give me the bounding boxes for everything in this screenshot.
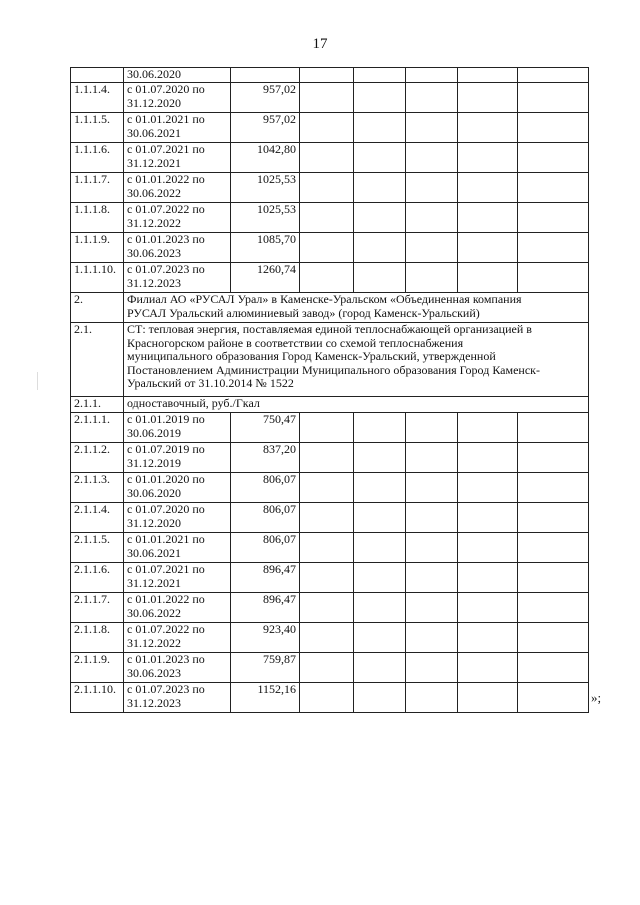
empty-cell [518, 593, 589, 623]
empty-cell [354, 503, 406, 533]
table-row [71, 68, 589, 83]
empty-cell [458, 473, 518, 503]
period-start: с 01.07.2022 по [127, 202, 205, 216]
section-title-line: Уральский от 31.10.2014 № 1522 [127, 376, 294, 390]
empty-cell [458, 203, 518, 233]
empty-cell [300, 143, 354, 173]
period-end: 30.06.2022 [127, 185, 181, 200]
item-number-cell: 1.1.1.9. [71, 233, 124, 263]
tariff-value-cell: 896,47 [231, 593, 300, 623]
empty-cell [300, 683, 354, 713]
table-row [71, 503, 589, 533]
period-end: 31.12.2021 [127, 155, 181, 170]
period-cell [124, 83, 231, 113]
empty-cell [406, 473, 458, 503]
period-end: 31.12.2021 [127, 575, 181, 590]
empty-cell [518, 413, 589, 443]
empty-cell [354, 533, 406, 563]
period-cell [124, 443, 231, 473]
section-title-line: Постановлением Администрации Муниципального образования Город Каменск- [127, 362, 540, 377]
tariff-value-cell: 957,02 [231, 113, 300, 143]
empty-cell [354, 443, 406, 473]
empty-cell [458, 113, 518, 143]
item-number-cell: 2.1.1.10. [71, 683, 124, 713]
empty-cell [406, 413, 458, 443]
empty-cell [354, 593, 406, 623]
empty-cell [300, 413, 354, 443]
period-end: 31.12.2022 [127, 635, 181, 650]
empty-cell [518, 83, 589, 113]
tariff-table [70, 67, 589, 713]
empty-cell [354, 83, 406, 113]
table-row [71, 533, 589, 563]
empty-cell [300, 443, 354, 473]
empty-cell [518, 533, 589, 563]
section-row-2 [71, 293, 589, 323]
empty-cell [518, 563, 589, 593]
empty-cell [518, 683, 589, 713]
table-row [71, 203, 589, 233]
period-end: 30.06.2020 [127, 485, 181, 500]
section-title-line: Филиал АО «РУСАЛ Урал» в Каменске-Уральском «Объединенная компания [127, 292, 522, 306]
period-cell [124, 653, 231, 683]
empty-cell [300, 83, 354, 113]
empty-cell [300, 233, 354, 263]
empty-cell [300, 593, 354, 623]
empty-cell [518, 443, 589, 473]
empty-cell [458, 173, 518, 203]
tariff-value-cell: 1260,74 [231, 263, 300, 293]
empty-cell [406, 593, 458, 623]
empty-cell [406, 83, 458, 113]
empty-cell [300, 68, 354, 83]
empty-cell [406, 503, 458, 533]
period-start: с 01.01.2022 по [127, 592, 205, 606]
empty-cell [300, 473, 354, 503]
period-start: с 01.07.2023 по [127, 682, 205, 696]
tariff-value-cell: 1025,53 [231, 173, 300, 203]
item-number-cell: 2.1.1.8. [71, 623, 124, 653]
empty-cell [518, 113, 589, 143]
tariff-value-cell: 1152,16 [231, 683, 300, 713]
page-number: 17 [312, 36, 328, 52]
empty-cell [406, 68, 458, 83]
item-number-cell: 1.1.1.5. [71, 113, 124, 143]
empty-cell [354, 563, 406, 593]
item-number-cell: 1.1.1.4. [71, 83, 124, 113]
empty-cell [354, 653, 406, 683]
empty-cell [354, 143, 406, 173]
section-title-line: СТ: тепловая энергия, поставляемая единой теплоснабжающей организацией в [127, 322, 532, 336]
period-cell [124, 203, 231, 233]
empty-cell [406, 143, 458, 173]
table-row [71, 563, 589, 593]
item-number-cell: 2.1.1.1. [71, 413, 124, 443]
tariff-value-cell: 957,02 [231, 83, 300, 113]
period-cell [124, 563, 231, 593]
empty-cell [354, 113, 406, 143]
item-number-cell: 1.1.1.10. [71, 263, 124, 293]
empty-cell [406, 563, 458, 593]
empty-cell [300, 113, 354, 143]
period-end: 30.06.2023 [127, 665, 181, 680]
period-cell [124, 683, 231, 713]
period-start: с 01.07.2023 по [127, 262, 205, 276]
period-cell [124, 503, 231, 533]
empty-cell [406, 233, 458, 263]
empty-cell [354, 173, 406, 203]
empty-cell [406, 113, 458, 143]
period-start: с 01.07.2020 по [127, 502, 205, 516]
period-cell [124, 68, 231, 83]
table-row [71, 623, 589, 653]
empty-cell [300, 503, 354, 533]
period-end: 30.06.2021 [127, 125, 181, 140]
empty-cell [406, 203, 458, 233]
section-title-line: РУСАЛ Уральский алюминиевый завод» (город Каменск-Уральский) [127, 305, 480, 320]
table-row [71, 173, 589, 203]
item-number-cell: 1.1.1.7. [71, 173, 124, 203]
table-row [71, 683, 589, 713]
table-row [71, 233, 589, 263]
period-end: 31.12.2022 [127, 215, 181, 230]
empty-cell [458, 83, 518, 113]
period-cell [124, 413, 231, 443]
period-end: 30.06.2023 [127, 245, 181, 260]
empty-cell [518, 653, 589, 683]
empty-cell [354, 413, 406, 443]
empty-cell [458, 263, 518, 293]
section-title-cell [124, 323, 589, 397]
item-number-cell: 2.1.1. [71, 397, 124, 413]
period-start: с 01.01.2019 по [127, 412, 205, 426]
empty-cell [300, 263, 354, 293]
empty-cell [406, 653, 458, 683]
empty-cell [518, 233, 589, 263]
empty-cell [458, 233, 518, 263]
tariff-value-cell: 806,07 [231, 473, 300, 503]
section-title-cell [124, 293, 589, 323]
item-number-cell: 2.1.1.2. [71, 443, 124, 473]
empty-cell [354, 263, 406, 293]
item-number-cell: 1.1.1.6. [71, 143, 124, 173]
period-start: с 01.01.2021 по [127, 532, 205, 546]
section-title-line: Красногорском районе в соответствии со схемой теплоснабжения [127, 335, 464, 350]
tariff-value-cell [231, 68, 300, 83]
empty-cell [458, 533, 518, 563]
empty-cell [406, 683, 458, 713]
tariff-value-cell: 837,20 [231, 443, 300, 473]
period-start: с 01.01.2022 по [127, 172, 205, 186]
period-end: 31.12.2020 [127, 95, 181, 110]
period-end: 30.06.2019 [127, 425, 181, 440]
period-cell [124, 623, 231, 653]
empty-cell [458, 68, 518, 83]
period-cell [124, 143, 231, 173]
period-start: с 01.01.2020 по [127, 472, 205, 486]
section-row-2-1 [71, 323, 589, 397]
empty-cell [458, 623, 518, 653]
empty-cell [300, 173, 354, 203]
tariff-value-cell: 1042,80 [231, 143, 300, 173]
empty-cell [458, 413, 518, 443]
empty-cell [354, 68, 406, 83]
period-end: 30.06.2022 [127, 605, 181, 620]
empty-cell [300, 533, 354, 563]
period-cell [124, 173, 231, 203]
empty-cell [458, 563, 518, 593]
empty-cell [518, 503, 589, 533]
table-row [71, 593, 589, 623]
empty-cell [458, 143, 518, 173]
empty-cell [354, 203, 406, 233]
item-number-cell: 2.1.1.7. [71, 593, 124, 623]
closing-quote-mark: »; [591, 690, 602, 705]
empty-cell [518, 143, 589, 173]
empty-cell [406, 443, 458, 473]
table-row [71, 653, 589, 683]
tariff-value-cell: 923,40 [231, 623, 300, 653]
item-number-cell: 1.1.1.8. [71, 203, 124, 233]
empty-cell [458, 683, 518, 713]
empty-cell [518, 203, 589, 233]
item-number-cell: 2.1.1.6. [71, 563, 124, 593]
empty-cell [458, 653, 518, 683]
period-end: 31.12.2019 [127, 455, 181, 470]
empty-cell [406, 263, 458, 293]
period-end: 31.12.2023 [127, 275, 181, 290]
empty-cell [354, 683, 406, 713]
table-row [71, 263, 589, 293]
period-end: 31.12.2023 [127, 695, 181, 710]
table-row [71, 473, 589, 503]
empty-cell [406, 623, 458, 653]
empty-cell [458, 503, 518, 533]
item-number-cell: 2.1.1.5. [71, 533, 124, 563]
tariff-value-cell: 1085,70 [231, 233, 300, 263]
empty-cell [300, 203, 354, 233]
empty-cell [458, 443, 518, 473]
item-number-cell: 2. [71, 293, 124, 323]
tariff-value-cell: 750,47 [231, 413, 300, 443]
period-start: с 01.01.2021 по [127, 112, 205, 126]
table-row [71, 83, 589, 113]
empty-cell [354, 623, 406, 653]
period-end: 31.12.2020 [127, 515, 181, 530]
section-row-2-1-1 [71, 397, 589, 413]
scan-edge-mark [37, 372, 38, 390]
period-cell [124, 533, 231, 563]
period-cell [124, 233, 231, 263]
table-row [71, 143, 589, 173]
item-number-cell: 2.1.1.4. [71, 503, 124, 533]
period-cell [124, 473, 231, 503]
empty-cell [300, 563, 354, 593]
table-row [71, 113, 589, 143]
empty-cell [518, 68, 589, 83]
empty-cell [406, 173, 458, 203]
period-start: с 01.01.2023 по [127, 652, 205, 666]
empty-cell [354, 233, 406, 263]
tariff-value-cell: 806,07 [231, 503, 300, 533]
empty-cell [300, 623, 354, 653]
item-number-cell: 2.1. [71, 323, 124, 397]
empty-cell [406, 533, 458, 563]
period-start: с 01.01.2023 по [127, 232, 205, 246]
period-start: с 01.07.2021 по [127, 142, 205, 156]
item-number-cell: 2.1.1.3. [71, 473, 124, 503]
period-cell [124, 593, 231, 623]
table-row [71, 443, 589, 473]
item-number-cell: 2.1.1.9. [71, 653, 124, 683]
tariff-value-cell: 759,87 [231, 653, 300, 683]
item-number-cell [71, 68, 124, 83]
period-start: 30.06.2020 [127, 67, 181, 81]
table-row [71, 413, 589, 443]
tariff-value-cell: 1025,53 [231, 203, 300, 233]
period-start: с 01.07.2022 по [127, 622, 205, 636]
empty-cell [518, 173, 589, 203]
tariff-value-cell: 896,47 [231, 563, 300, 593]
tariff-value-cell: 806,07 [231, 533, 300, 563]
section-title-line: одноставочный, руб./Гкал [127, 396, 260, 410]
empty-cell [518, 263, 589, 293]
period-cell [124, 113, 231, 143]
empty-cell [518, 623, 589, 653]
period-start: с 01.07.2020 по [127, 82, 205, 96]
period-start: с 01.07.2019 по [127, 442, 205, 456]
section-title-line: муниципального образования Город Каменск-Уральский, утвержденной [127, 349, 496, 363]
empty-cell [518, 473, 589, 503]
empty-cell [354, 473, 406, 503]
empty-cell [458, 593, 518, 623]
period-end: 30.06.2021 [127, 545, 181, 560]
empty-cell [300, 653, 354, 683]
section-title-cell [124, 397, 589, 413]
period-start: с 01.07.2021 по [127, 562, 205, 576]
period-cell [124, 263, 231, 293]
